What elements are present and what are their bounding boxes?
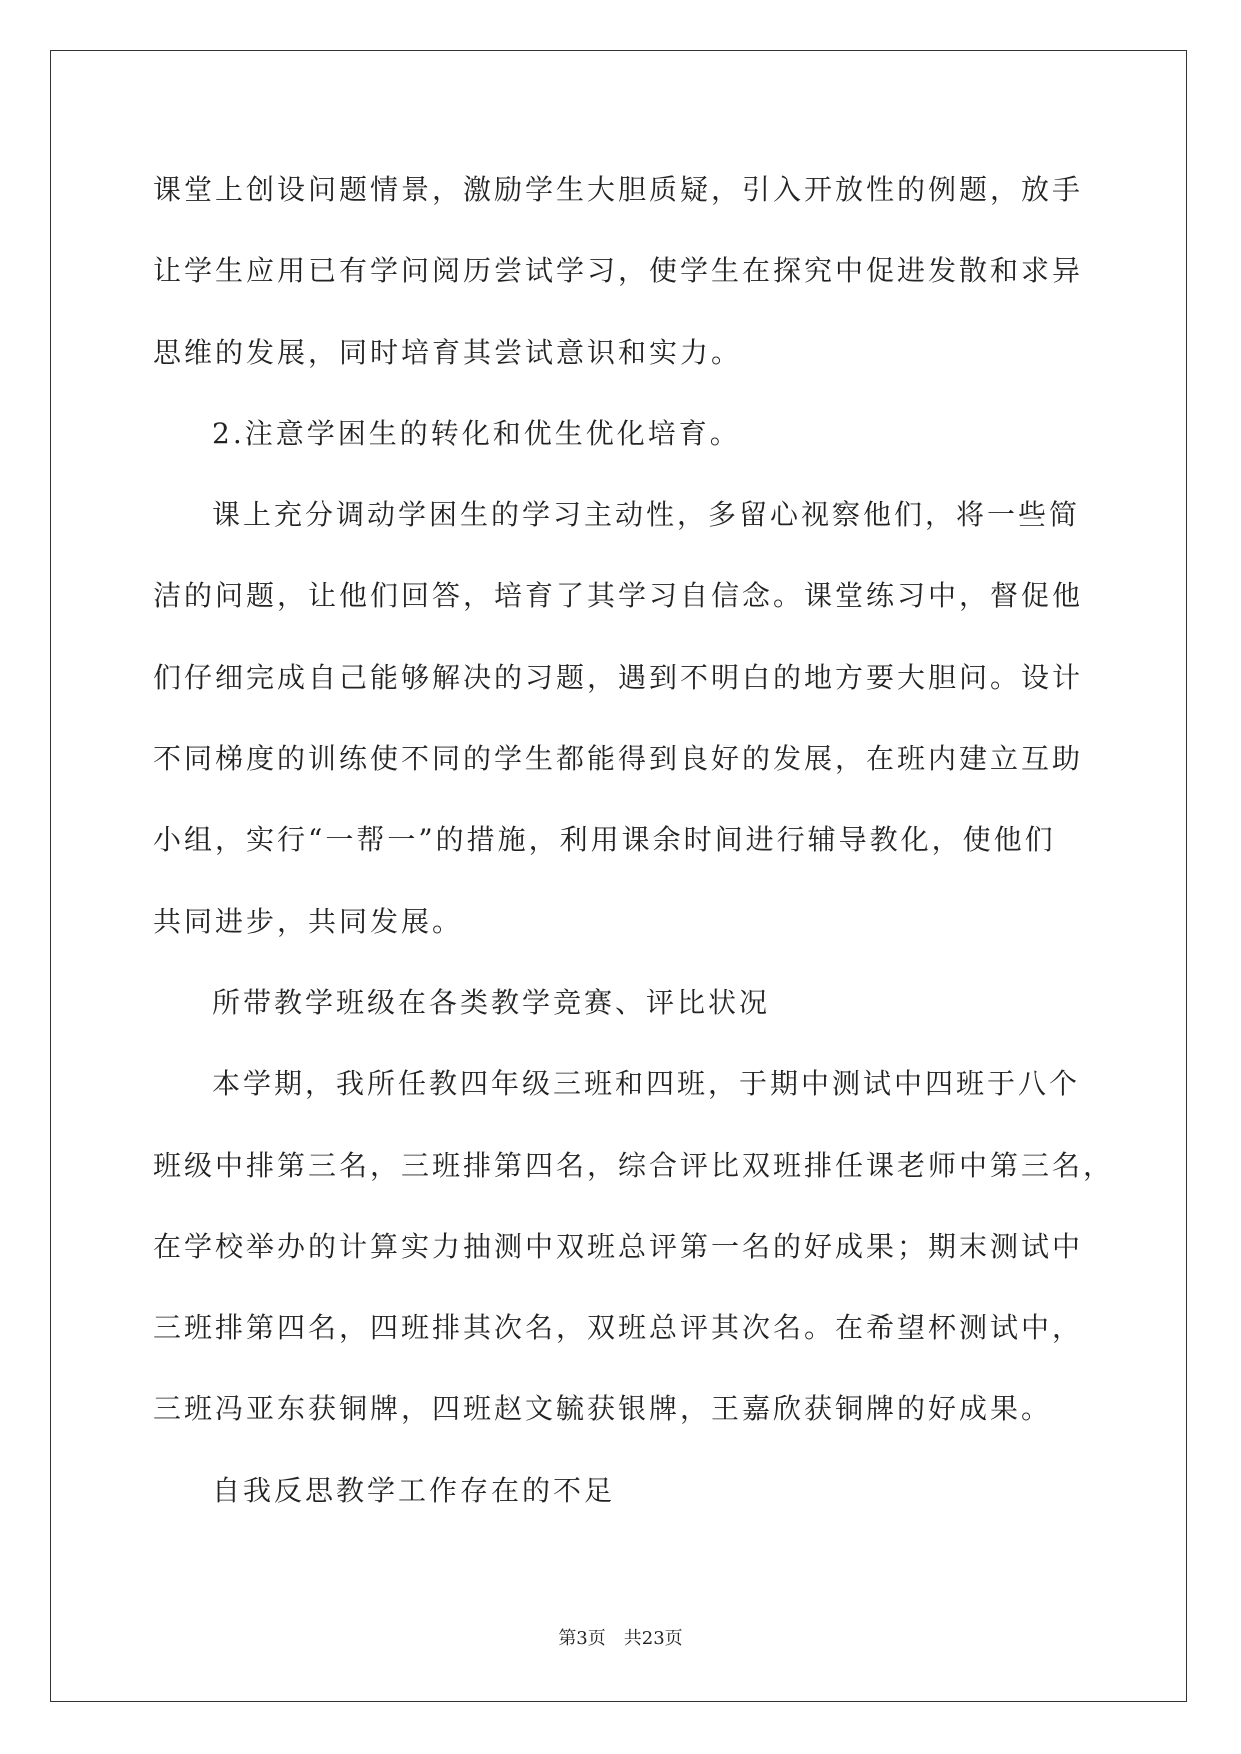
- text-line: 不同梯度的训练使不同的学生都能得到良好的发展，在班内建立互助: [153, 742, 1084, 776]
- text-line: 们仔细完成自己能够解决的习题，遇到不明白的地方要大胆问。设计: [153, 660, 1084, 694]
- section-heading-reflection: [153, 1450, 1143, 1531]
- text-line: 本学期，我所任教四年级三班和四班，于期中测试中四班于八个: [212, 1067, 1081, 1101]
- paragraph-continuation: [153, 149, 1143, 393]
- page-footer: [0, 1627, 1241, 1651]
- text-line: 课上充分调动学困生的学习主动性，多留心视察他们，将一些简: [212, 498, 1081, 532]
- text-line: 所带教学班级在各类教学竞赛、评比状况: [212, 985, 771, 1019]
- section-heading-2: [153, 393, 1143, 474]
- text-line: 班级中排第三名，三班排第四名，综合评比双班排任课老师中第三名，: [153, 1148, 1115, 1182]
- text-line: 自我反思教学工作存在的不足: [212, 1473, 616, 1507]
- text-line: 在学校举办的计算实力抽测中双班总评第一名的好成果；期末测试中: [153, 1229, 1084, 1263]
- text-line: 课堂上创设问题情景，激励学生大胆质疑，引入开放性的例题，放手: [153, 173, 1084, 206]
- text-line: 小组，实行“一帮一”的措施，利用课余时间进行辅导教化，使他们: [153, 823, 1056, 857]
- text-line: 三班冯亚东获铜牌，四班赵文毓获银牌，王嘉欣获铜牌的好成果。: [153, 1392, 1053, 1426]
- page-number-label: 第3页 共23页: [558, 1628, 683, 1649]
- paragraph: [153, 474, 1143, 962]
- paragraph: [153, 1043, 1143, 1449]
- text-line: 2.注意学困生的转化和优生优化培育。: [212, 416, 741, 450]
- text-line: 洁的问题，让他们回答，培育了其学习自信念。课堂练习中，督促他: [153, 579, 1084, 613]
- document-body: [153, 149, 1143, 1531]
- section-heading-competitions: [153, 962, 1143, 1043]
- text-line: 共同进步，共同发展。: [153, 904, 464, 938]
- text-line: 思维的发展，同时培育其尝试意识和实力。: [153, 335, 743, 369]
- text-line: 三班排第四名，四班排其次名，双班总评其次名。在希望杯测试中，: [153, 1311, 1084, 1345]
- text-line: 让学生应用已有学问阅历尝试学习，使学生在探究中促进发散和求异: [153, 254, 1084, 288]
